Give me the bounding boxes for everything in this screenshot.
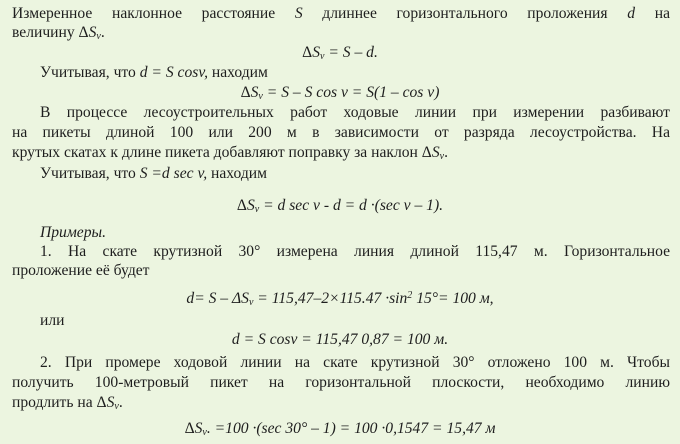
var-d: d bbox=[627, 5, 636, 22]
paragraph-3-line-3 bbox=[12, 144, 448, 162]
example-2-line-2: получить 100-метровый пикет на горизонтальной плоскости, необходимо линию bbox=[12, 374, 670, 391]
text: продлить на Δ bbox=[12, 394, 107, 411]
inline-formula: d = S cosv, bbox=[139, 64, 208, 81]
formula-3 bbox=[0, 197, 680, 215]
formula-4 bbox=[0, 290, 680, 308]
text: длиннее горизонтального проложения bbox=[302, 5, 628, 22]
subscript-v: v bbox=[114, 401, 119, 412]
paragraph-4 bbox=[40, 165, 267, 183]
text: . bbox=[118, 394, 123, 411]
text: . bbox=[100, 24, 105, 41]
var-s: S bbox=[294, 5, 303, 22]
heading-text: Примеры. bbox=[40, 224, 106, 241]
formula-5 bbox=[0, 331, 680, 349]
var-s: S bbox=[312, 44, 320, 61]
paragraph-1-line-1 bbox=[12, 5, 670, 23]
text: Учитывая, что bbox=[40, 64, 140, 81]
paragraph-1-line-2 bbox=[12, 24, 105, 42]
formula-rest: = S – d. bbox=[324, 44, 378, 61]
var-s: S bbox=[194, 420, 203, 437]
superscript-2: 2 bbox=[407, 290, 413, 301]
delta: Δ bbox=[236, 197, 247, 214]
paragraph-3-line-1: В процессе лесоустроительных работ ходовые линии при измерении разбивают bbox=[40, 104, 670, 121]
example-2-line-1: 2. При промере ходовой линии на скате крутизной 30° отложено 100 м. Чтобы bbox=[40, 354, 670, 371]
paragraph-2 bbox=[40, 64, 268, 82]
subscript-v: v bbox=[254, 204, 260, 215]
text: Учитывая, что bbox=[40, 165, 140, 182]
inline-formula: S =d sec v, bbox=[139, 165, 208, 182]
formula-rest: = d sec v - d = d ·(sec v – 1). bbox=[259, 197, 444, 214]
formula-6 bbox=[0, 420, 680, 438]
example-2-line-3 bbox=[12, 394, 123, 412]
text: крутых скатах к длине пикета добавляют поправку за наклон Δ bbox=[12, 144, 432, 161]
or-word: или bbox=[40, 312, 65, 329]
text: находим bbox=[207, 165, 267, 182]
formula-start: d= S – Δ bbox=[186, 290, 242, 307]
delta: Δ bbox=[302, 44, 313, 61]
formula-rest: . =100 ·(sec 30° – 1) = 100 ·0,1547 = 15,47 м bbox=[206, 420, 496, 437]
var-s: S bbox=[241, 290, 249, 307]
var-s: S bbox=[246, 197, 255, 214]
formula-mid: = 115,47–2×115.47 ·sin bbox=[253, 290, 408, 307]
delta: Δ bbox=[184, 420, 195, 437]
subscript-v: v bbox=[319, 51, 325, 62]
delta: Δ bbox=[240, 84, 251, 101]
formula-2 bbox=[0, 84, 680, 102]
examples-heading bbox=[40, 224, 106, 242]
subscript-v: v bbox=[96, 31, 101, 42]
example-1-line-1: 1. На скате крутизной 30° измерена линия длиной 115,47 м. Горизонтальное bbox=[40, 243, 670, 260]
formula-rest: 15°= 100 м, bbox=[412, 290, 494, 307]
formula-text: d = S cosv = 115,47 0,87 = 100 м. bbox=[231, 331, 449, 348]
text: Измеренное наклонное расстояние bbox=[12, 5, 295, 22]
formula-1 bbox=[0, 44, 680, 62]
example-1-line-2: проложение её будет bbox=[12, 262, 150, 279]
var-s: S bbox=[106, 394, 115, 411]
formula-rest: = S – S cos v = S(1 – cos v) bbox=[262, 84, 440, 101]
text: величину Δ bbox=[12, 24, 89, 41]
paragraph-3-line-2: на пикеты длиной 100 или 200 м в зависимости от разряда лесоустройства. На bbox=[12, 124, 670, 141]
subscript-v: v bbox=[258, 91, 263, 102]
var-s: S bbox=[431, 144, 440, 161]
var-s: S bbox=[250, 84, 259, 101]
subscript-v: v bbox=[248, 297, 254, 308]
subscript-v: v bbox=[202, 427, 207, 438]
text: . bbox=[444, 144, 448, 161]
var-s: S bbox=[88, 24, 97, 41]
text: на bbox=[635, 5, 670, 22]
text: находим bbox=[207, 64, 268, 81]
subscript-v: v bbox=[439, 151, 445, 162]
